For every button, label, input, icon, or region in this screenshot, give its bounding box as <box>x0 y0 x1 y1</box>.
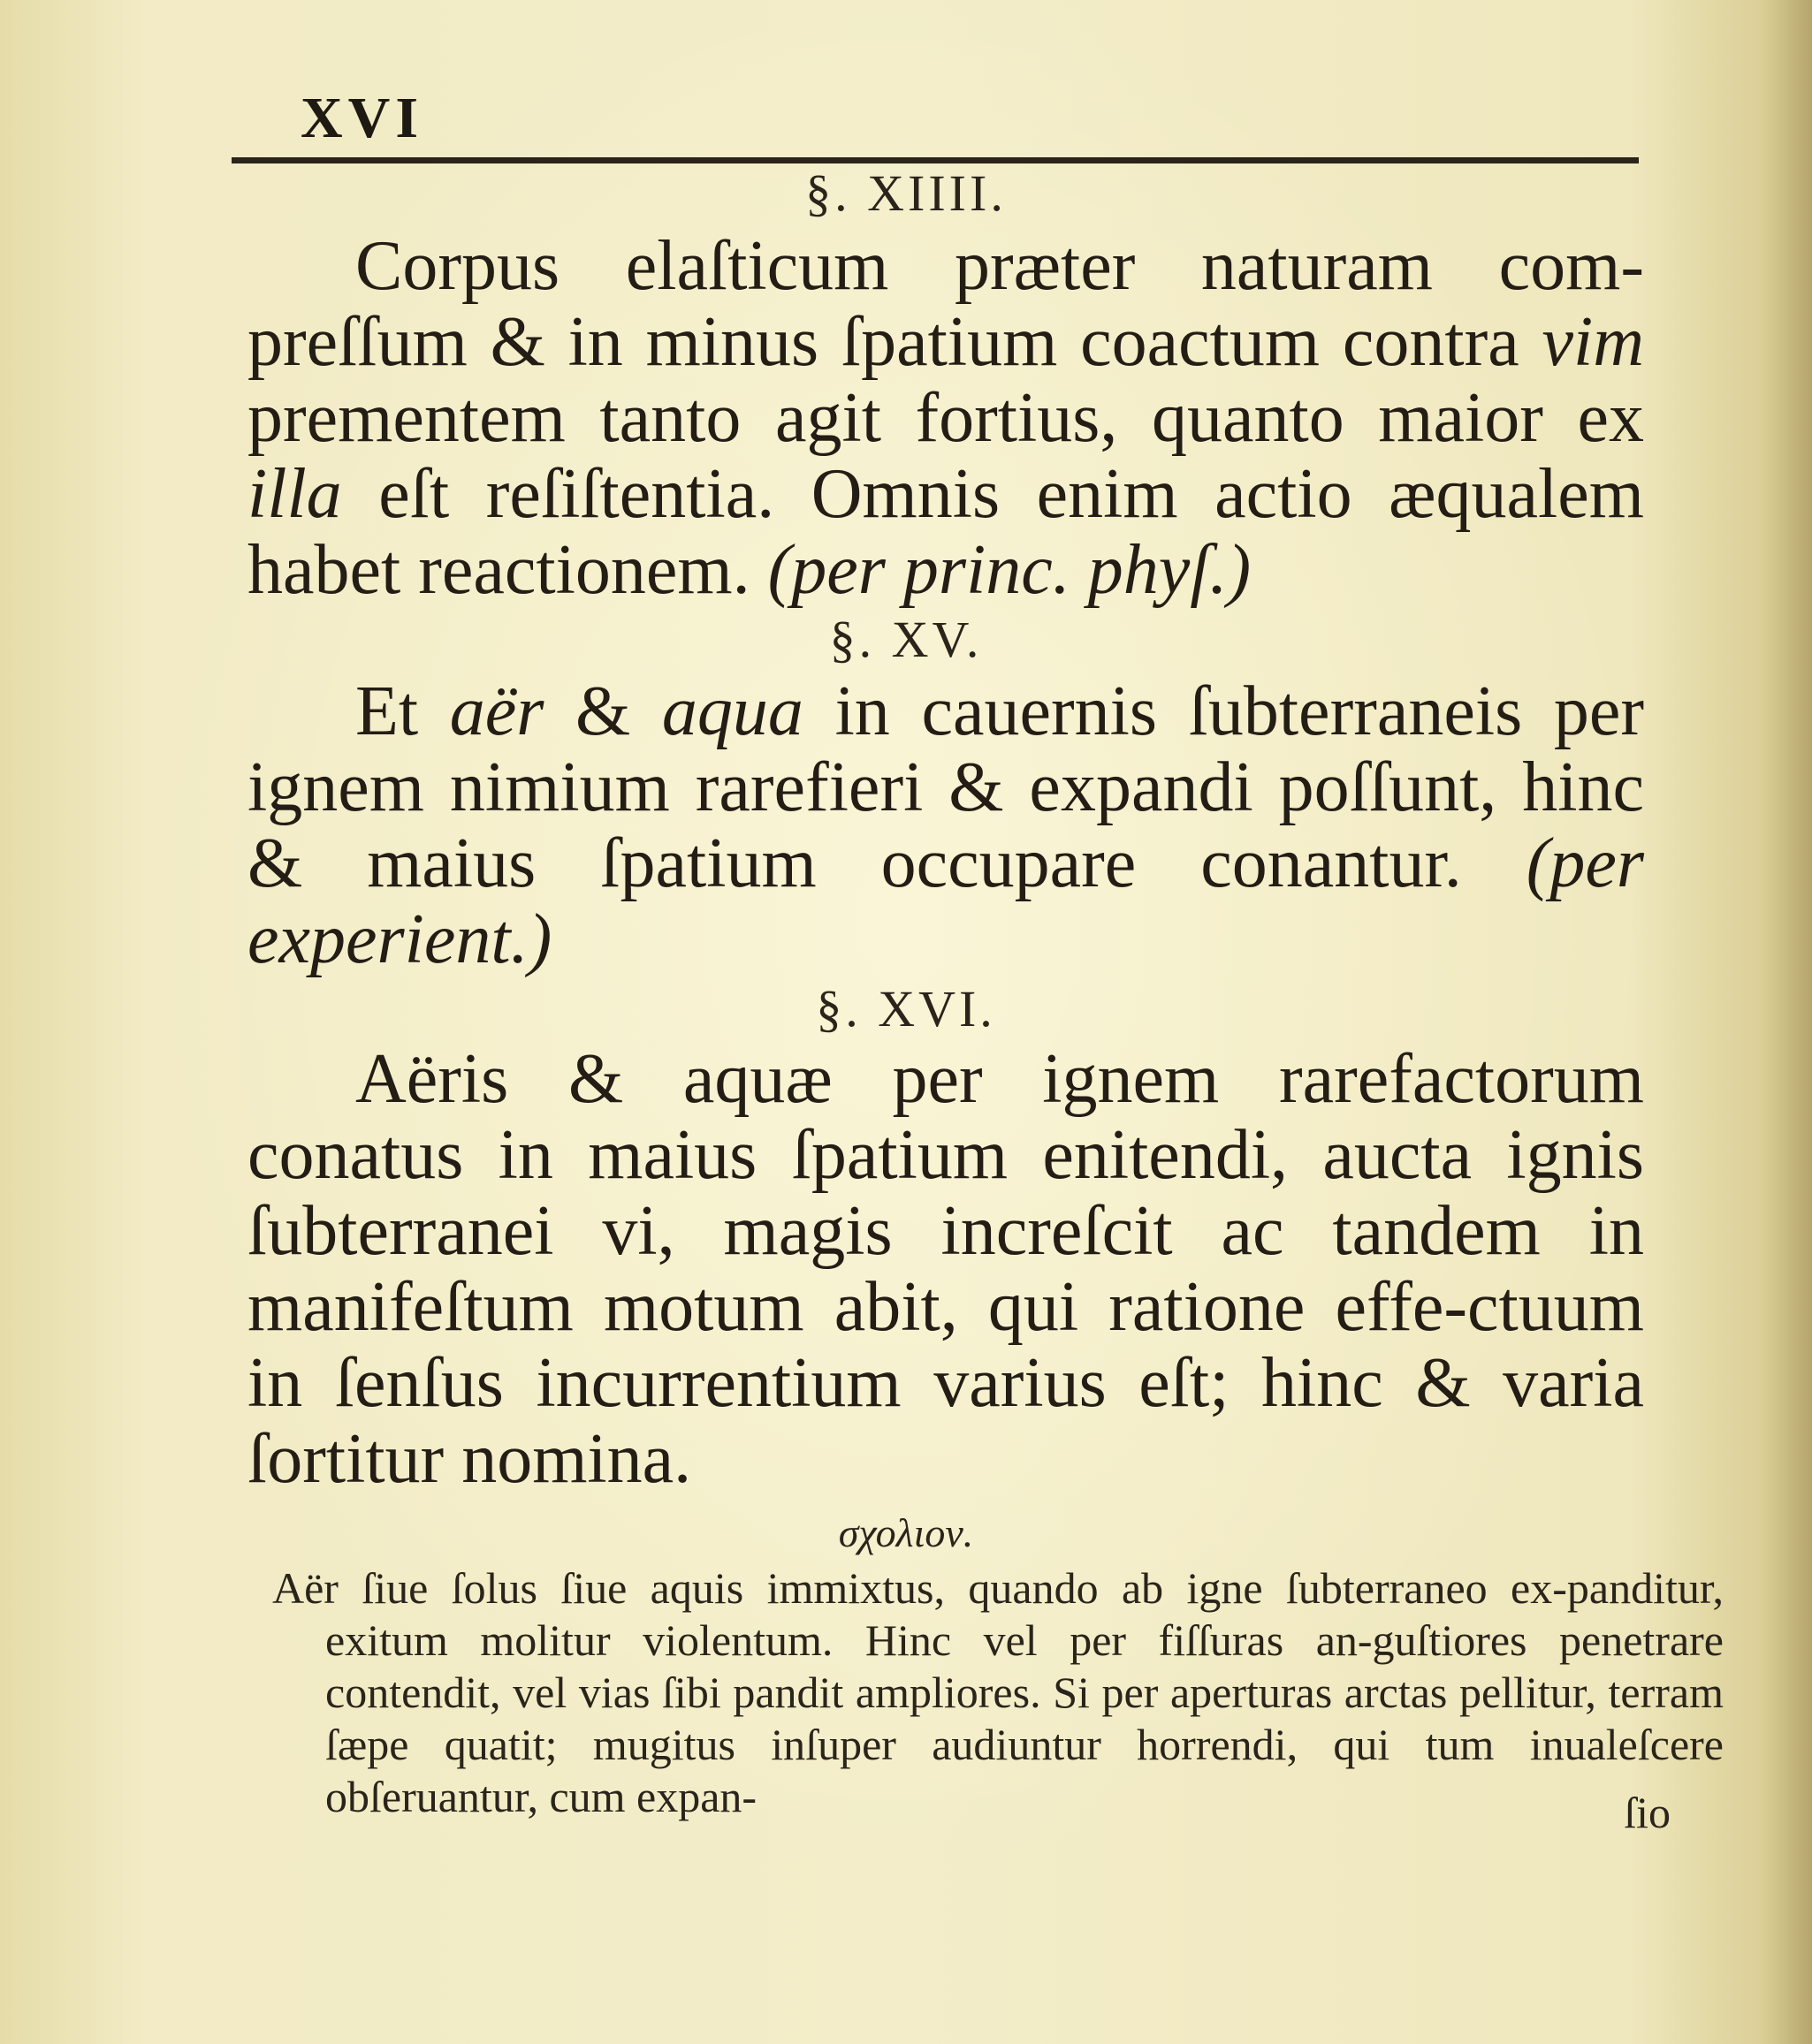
section-heading-xiiii: §. XIIII. <box>805 164 1007 222</box>
section-heading-xv: §. XV. <box>829 611 983 668</box>
section-text-xvi <box>247 1041 1644 1497</box>
section-text-xiiii <box>247 228 1644 608</box>
catchword: ſio <box>1624 1788 1671 1837</box>
text-run: eſt reſiſtentia. Omnis enim actio æqualem habet reactionem. <box>247 455 1644 609</box>
italic-text-run: (per princ. phyſ.) <box>767 531 1252 609</box>
italic-text-run: (per experient.) <box>247 824 1644 978</box>
text-run: in cauernis ſubterraneis per ignem nimium rarefieri & expandi poſſunt, hinc & maius ſpatium occupare conantur. <box>247 672 1645 902</box>
scholion-heading: σχολιον. <box>838 1510 974 1555</box>
italic-text-run: illa <box>247 455 342 533</box>
italic-text-run: vim <box>1542 303 1644 381</box>
italic-text-run: aqua <box>661 672 803 750</box>
text-run: & <box>544 672 662 750</box>
running-head: XVI <box>301 86 424 150</box>
italic-text-run: aër <box>449 672 544 750</box>
header-rule <box>232 157 1639 163</box>
section-text-xv <box>247 673 1644 977</box>
text-run: prementem tanto agit fortius, quanto maior ex <box>247 379 1644 457</box>
section-heading-xvi: §. XVI. <box>816 980 996 1037</box>
scholion-text: Aër ſiue ſolus ſiue aquis immixtus, quando ab igne ſubterraneo ex-panditur, exitum molitur violentum. Hinc vel per fiſſuras an-guſtiores penetrare contendit, vel vias ſibi pandit ampliores. Si per aperturas arctas pellitur, terram ſæpe quatit; mugitus inſuper audiuntur horrendi, qui tum inualeſcere obſeruantur, cum expan- <box>272 1563 1724 1821</box>
text-run: Aëris & aquæ per ignem rarefactorum conatus in maius ſpatium enitendi, aucta ignis ſubterranei vi, magis increſcit ac tandem in manifeſtum motum abit, qui ratione effe-ctuum in ſenſus incurrentium varius eſt; hinc & varia ſortitur nomina. <box>247 1040 1644 1498</box>
text-run: Et <box>355 672 450 750</box>
text-run: Corpus elaſticum præter naturam com-preſſum & in minus ſpatium coactum contra <box>247 227 1644 381</box>
